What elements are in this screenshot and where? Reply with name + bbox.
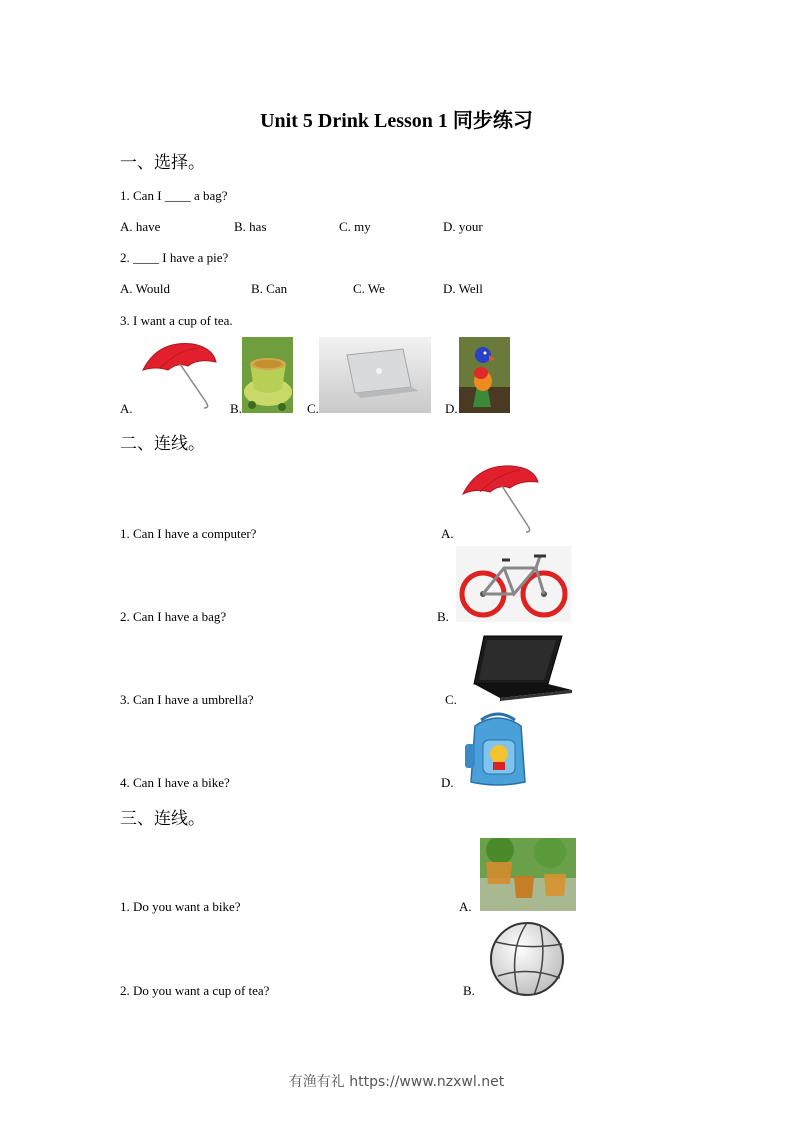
q2-option-a: A. Would <box>120 281 170 296</box>
page-title: Unit 5 Drink Lesson 1 同步练习 <box>260 110 533 132</box>
section-heading-match-1: 二、连线。 <box>120 434 205 454</box>
p2-letter-b: B. <box>437 609 449 624</box>
tea-cups-image <box>480 838 576 911</box>
p3-letter-b: B. <box>463 983 475 998</box>
p2-letter-d: D. <box>441 775 454 790</box>
q3-option-d: D. <box>445 401 458 416</box>
p2-letter-a: A. <box>441 526 454 541</box>
q3-option-a: A. <box>120 401 133 416</box>
tea-cup-image <box>242 337 293 413</box>
laptop-image <box>319 337 431 413</box>
q2-option-d: D. Well <box>443 281 483 296</box>
q3-option-b: B. <box>230 401 242 416</box>
bicycle-image <box>456 546 571 622</box>
p3-letter-a: A. <box>459 899 472 914</box>
question-3: 3. I want a cup of tea. <box>120 313 233 328</box>
q1-option-b: B. has <box>234 219 267 234</box>
footer-watermark: 有渔有礼 https://www.nzxwl.net <box>288 1074 505 1090</box>
p2-letter-c: C. <box>445 692 457 707</box>
volleyball-image <box>488 920 566 998</box>
p2-question-2: 2. Can I have a bag? <box>120 609 227 624</box>
backpack-image <box>461 710 536 788</box>
umbrella-image <box>138 340 218 410</box>
question-2: 2. ____ I have a pie? <box>120 250 229 265</box>
p2-question-1: 1. Can I have a computer? <box>120 526 257 541</box>
parrot-image <box>459 337 510 413</box>
umbrella-image <box>460 462 540 534</box>
q2-option-b: B. Can <box>251 281 288 296</box>
p3-question-2: 2. Do you want a cup of tea? <box>120 983 270 998</box>
q3-option-c: C. <box>307 401 319 416</box>
p2-question-3: 3. Can I have a umbrella? <box>120 692 254 707</box>
q1-option-d: D. your <box>443 219 483 234</box>
q2-option-c: C. We <box>353 281 385 296</box>
laptop-image <box>470 632 575 702</box>
q1-option-c: C. my <box>339 219 371 234</box>
section-heading-match-2: 三、连线。 <box>120 809 205 829</box>
q1-option-a: A. have <box>120 219 161 234</box>
p3-question-1: 1. Do you want a bike? <box>120 899 241 914</box>
section-heading-choice: 一、选择。 <box>120 153 205 173</box>
p2-question-4: 4. Can I have a bike? <box>120 775 230 790</box>
question-1: 1. Can I ____ a bag? <box>120 188 228 203</box>
